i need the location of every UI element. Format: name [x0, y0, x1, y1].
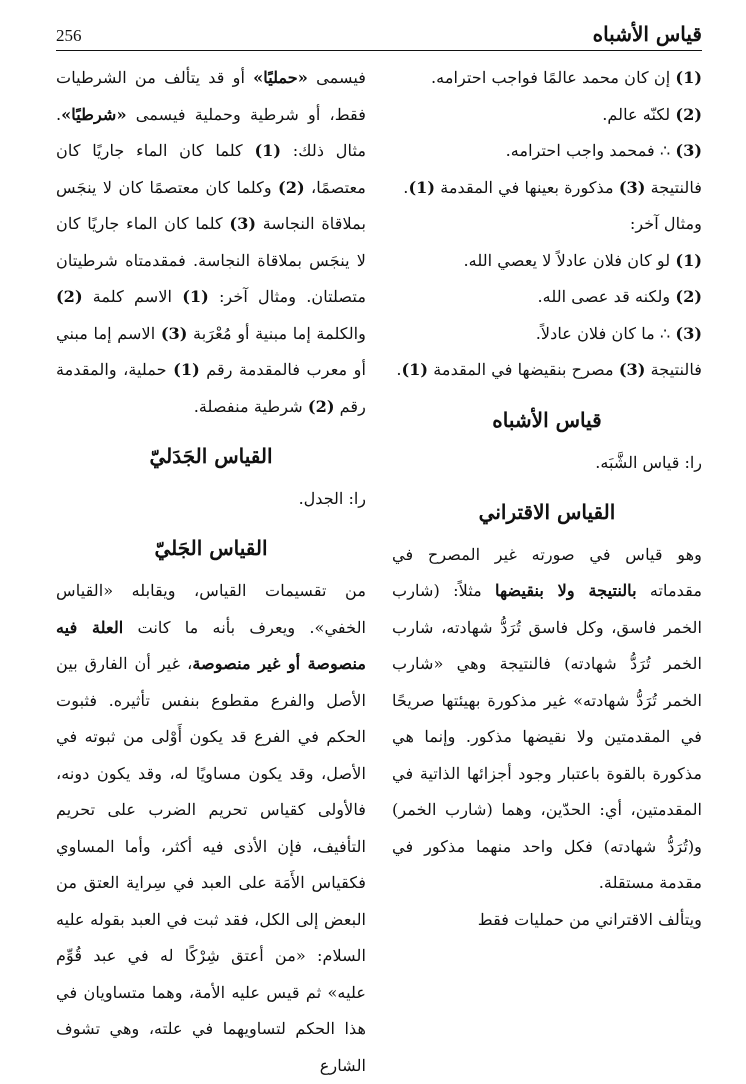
premise-number: (2): [675, 104, 702, 124]
premise-number: (3): [675, 141, 702, 160]
example-conclusion-3: [392, 133, 702, 170]
premise-number: (3): [675, 323, 702, 343]
number-ref: (2): [307, 396, 335, 416]
entry-heading-qiyas-jali: القياس الجَليّ: [154, 536, 268, 560]
text-run: مثلاً: (شارب الخمر فاسق، وكل فاسق تُرَدُّ شهادته، شارب الخمر تُرَدُّ شهادته) فالنتيجة وهي «شارب الخمر تُرَدُّ شهادته» غير مذكورة بهيئتها صريحًا في المقدمتين ولا نقيضها مذكور. وإنما هي مذكورة بالقوة باعتبار وجود أجزائها الذاتية في المقدمتين، أي: الحدّين، وهما (شارب الخمر) و(تُرَدُّ شهادته) فكل واحد منهما مذكور في مقدمة مستقلة.: [392, 581, 702, 892]
example-conclusion-3b: [392, 316, 702, 353]
right-column: [392, 60, 702, 1060]
jali-definition: [56, 573, 366, 1084]
example-premise-1b: [392, 243, 702, 280]
premise-number: (2): [675, 287, 702, 306]
text-run: والكلمة إما مبنية أو مُعْرَبة: [187, 323, 366, 343]
text-run: .: [403, 177, 409, 197]
text-columns: [56, 60, 702, 1075]
text-run: الاسم كلمة: [82, 287, 183, 306]
premise-number: (1): [675, 250, 702, 270]
another-example-label: ومثال آخر:: [629, 214, 702, 233]
text-run: كلما كان الماء جاريًا كان لا ينجَس بملاقاة النجاسة. فمقدمتاه شرطيتان متصلتان. ومثال آخر:: [56, 214, 366, 306]
entry-heading-qiyas-jadali: القياس الجَدَليّ: [149, 444, 273, 468]
iqtirani-continuation: ويتألف الاقتراني من حمليات فقط: [477, 909, 702, 929]
page-header: [56, 12, 702, 51]
emphasis: بالنتيجة ولا بنقيضها: [495, 581, 637, 600]
iqtirani-types-paragraph: [56, 60, 366, 425]
number-ref: (3): [160, 323, 188, 343]
example-premise-2b: [392, 279, 702, 316]
number-ref: (3): [618, 360, 646, 379]
left-column: [56, 60, 367, 1075]
text-run: أو قد يتألف من الشرطيات فقط، أو شرطية وحملية فيسمى: [56, 68, 366, 124]
number-ref: (2): [56, 287, 83, 306]
text-run: مصرح بنقيضها في المقدمة: [428, 360, 619, 379]
premise-text: ∴ فمحمد واجب احترامه.: [505, 141, 676, 160]
running-title: قياس الأشباه: [592, 22, 702, 46]
entry-heading-qiyas-al-ashbah: قياس الأشباه: [492, 407, 602, 432]
text-run: الاسم إما مبني أو معرب فالمقدمة رقم: [56, 323, 366, 379]
example-premise-2: [392, 97, 702, 134]
number-ref: (1): [173, 360, 200, 379]
number-ref: (3): [618, 177, 646, 197]
premise-text: لو كان فلان عادلاً لا يعصي الله.: [463, 250, 676, 270]
text-run: . مثال ذلك:: [56, 104, 366, 160]
text-run: مذكورة بعينها في المقدمة: [435, 177, 619, 197]
premise-text: ∴ ما كان فلان عادلاً.: [535, 323, 676, 343]
number-ref: (1): [254, 141, 282, 160]
text-run: فالنتيجة: [645, 177, 702, 197]
premise-text: إن كان محمد عالمًا فواجب احترامه.: [431, 68, 676, 87]
text-run: .: [396, 360, 402, 379]
emphasis: «شرطيًا»: [61, 104, 127, 124]
number-ref: (2): [278, 177, 305, 197]
text-run: شرطية منفصلة.: [193, 396, 308, 416]
text-run: كلما كان الماء جاريًا كان معتصمًا،: [56, 141, 366, 197]
cross-reference: را: الجدل.: [298, 489, 366, 508]
premise-number: (1): [675, 68, 702, 87]
number-ref: (1): [408, 177, 436, 197]
result-note-2: [392, 352, 702, 389]
premise-text: ولكنه قد عصى الله.: [537, 287, 676, 306]
text-run: من تقسيمات القياس، ويقابله «القياس الخفي». ويعرف بأنه ما كانت: [56, 581, 366, 637]
premise-text: لكنّه عالم.: [602, 104, 676, 124]
emphasis: «حمليًا»: [253, 68, 308, 87]
text-run: ، غير أن الفارق بين الأصل والفرع مقطوع بنفس تأثيره. فثبوت الحكم في الفرع قد يكون أَوْلى من ثبوته في الأصل، وقد يكون مساويًا له، وقد يكون دونه، فالأولى كقياس تحريم الضرب على تحريم التأفيف، فإن الأذى فيه أكثر، وأما المساوي فكقياس الأَمَة على العبد في سِراية العتق من البعض إلى الكل، فقد ثبت في العبد بقوله عليه السلام: «من أعتق شِرْكًا له في عبد قُوِّم عليه» ثم قيس عليه الأمة، وهما متساويان في هذا الحكم لتساويهما في علته، وهي تشوف الشارع: [56, 654, 366, 1075]
number-ref: (3): [229, 214, 256, 233]
text-run: وكلما كان معتصمًا كان لا ينجَس بملاقاة النجاسة: [56, 177, 366, 233]
entry-heading-qiyas-iqtirani: القياس الاقتراني: [478, 499, 616, 524]
text-run: فيسمى: [307, 68, 367, 87]
page-number: 256: [56, 26, 82, 45]
iqtirani-definition: [392, 537, 702, 902]
number-ref: (1): [401, 360, 429, 379]
text-run: حملية، والمقدمة رقم: [56, 360, 366, 416]
emphasis: العلة فيه منصوصة أو غير منصوصة: [56, 617, 366, 673]
text-run: وهو قياس في صورته غير المصرح في مقدماته: [392, 544, 702, 600]
text-run: فالنتيجة: [645, 360, 702, 379]
number-ref: (1): [182, 287, 209, 306]
example-premise-1: [392, 60, 702, 97]
result-note-1: [392, 170, 702, 207]
cross-reference: را: قياس الشَّبَه.: [595, 452, 702, 472]
